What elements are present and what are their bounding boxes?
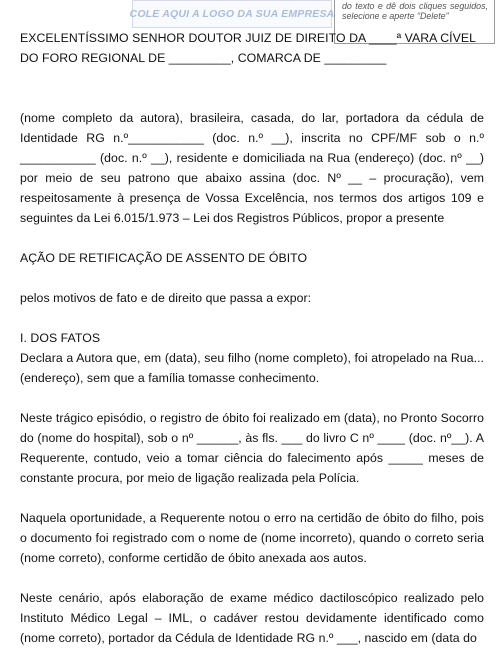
facts-paragraph-1: Declara a Autora que, em (data), seu filho (nome completo), foi atropelado na Rua... (endereço), sem que a família tomasse conhecimento. [20,351,484,385]
logo-placeholder-text: COLE AQUI A LOGO DA SUA EMPRESA [129,8,335,20]
petition-document [20,28,484,648]
instruction-note: do texto e dê dois cliques seguidos, selecione e aperte “Delete” [334,0,495,44]
action-title: AÇÃO DE RETIFICAÇÃO DE ASSENTO DE ÓBITO [20,251,308,265]
facts-paragraph-2: Neste trágico episódio, o registro de óbito foi realizado em (data), no Pronto Socorro do (nome do hospital), sob o nº ______, às fls. ___ do livro C nº ____ (doc. nº__). A Requerente, contudo, veio a tomar ciência do falecimento após _____ meses de constante procura, por meio de ligação realizada pela Polícia. [20,411,484,485]
facts-paragraph-4: Neste cenário, após elaboração de exame médico dactiloscópico realizado pelo Instituto Médico Legal – IML, o cadáver restou devidamente identificado como (nome correto), portador da Cédula de Identidade RG n.º ___, nascido em (data do [20,591,484,645]
motives-line: pelos motivos de fato e de direito que passa a expor: [20,291,312,305]
facts-paragraph-3: Naquela oportunidade, a Requerente notou o erro na certidão de óbito do filho, pois o documento foi registrado com o nome de (nome incorreto), quando o correto seria (nome correto), conforme certidão de óbito anexada aos autos. [20,511,484,565]
plaintiff-qualification: (nome completo da autora), brasileira, casada, do lar, portadora da cédula de Identidade RG n.º___________ (doc. n.º __), inscrita no CPF/MF sob o n.º ___________ (doc. n.º __), residente e domiciliada na Rua (endereço) (doc. nº __) por meio de seu patrono que abaixo assina (doc. Nº __ – procuração), vem respeitosamente à presença de Vossa Excelência, nos termos dos artigos 109 e seguintes da Lei 6.015/1.973 – Lei dos Registros Públicos, propor a presente [20,111,484,225]
court-address-line-2: DO FORO REGIONAL DE _________, COMARCA DE _________ [20,51,387,65]
logo-placeholder[interactable] [129,0,335,28]
court-address-line-1: EXCELENTÍSSIMO SENHOR DOUTOR JUIZ DE DIREITO DA ____ª VARA CÍVEL [20,31,477,45]
section-heading-facts: I. DOS FATOS [20,331,101,345]
